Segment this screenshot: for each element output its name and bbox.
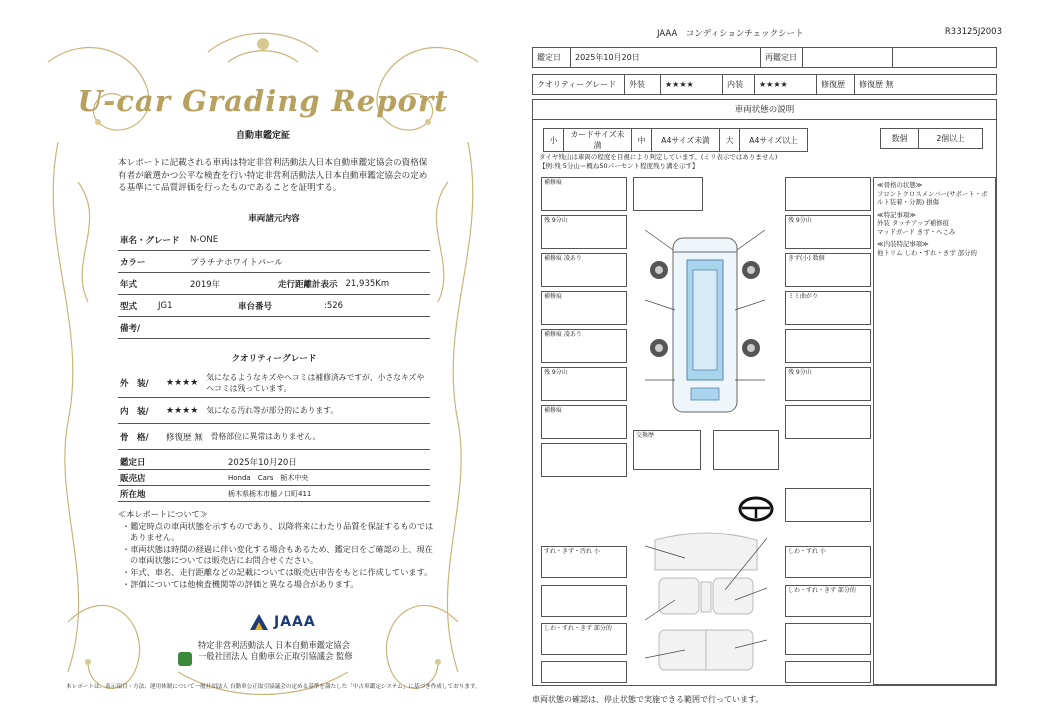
car-interior-diagram [645, 530, 767, 682]
accessory-body: 他トリム しわ・すれ・きず 部分的 [877, 248, 977, 257]
count-label: 数個 [881, 129, 919, 149]
spec-label: 年式 [120, 279, 138, 290]
damage-box-rear [713, 430, 779, 470]
dealer-value: 2025年10月20日 [228, 457, 297, 468]
interior-label: 内装 [723, 75, 755, 95]
reinspect-value [803, 48, 893, 68]
spec-row-remarks [118, 317, 430, 339]
accessory-head: ≪内装特記事項≫ [877, 240, 929, 248]
report-intro: 本レポートに記載される車両は特定非営利活動法人日本自動車鑑定協会の資格保有者が厳選かつ公平な検査を行い特定非営利活動法人日本自動車鑑定協会の定める基準にて品質評価を行ったものであることを証明する。 [118, 158, 428, 193]
size-mid-desc: A4サイズ未満 [652, 129, 720, 152]
dealer-table [118, 454, 430, 502]
condition-check-sheet [527, 22, 1002, 714]
damage-box-right: きず(小) 数個 [785, 253, 871, 287]
damage-box-right [785, 329, 871, 363]
size-large-desc: A4サイズ以上 [740, 129, 808, 152]
sheet-number: R33125J2003 [944, 27, 1002, 37]
fair-trade-icon [178, 652, 192, 666]
spec-label: 車台番号 [238, 301, 273, 312]
specs-table [118, 229, 430, 339]
quality-row-frame [118, 424, 430, 450]
damage-box-left: 残 9分山 [541, 367, 627, 401]
damage-box-left [633, 177, 703, 211]
quality-label: 内 装/ [120, 406, 149, 417]
interior-box [541, 585, 627, 617]
spec-label: 備考/ [120, 323, 141, 334]
dealer-row-date [118, 454, 430, 470]
notes-heading: ≪本レポートについて≫ [118, 509, 208, 519]
spec-label: カラー [120, 257, 146, 268]
dealer-row-address [118, 486, 430, 502]
spec-value: JG1 [158, 300, 173, 311]
quality-row-interior [118, 398, 430, 424]
date-value: 2025年10月20日 [571, 48, 761, 68]
damage-size-legend [543, 128, 808, 152]
grade-label: クオリティーグレード [533, 75, 625, 95]
dealer-label: 所在地 [120, 489, 146, 500]
exterior-label: 外装 [625, 75, 661, 95]
grade-table [532, 74, 997, 95]
dealer-row-shop [118, 470, 430, 486]
spec-label: 型式 [120, 301, 138, 312]
report-notes [118, 509, 438, 590]
remarks-box [873, 177, 996, 685]
sheet-footer: 車両状態の確認は、停止状態で実施できる範囲で行っています。 [532, 695, 764, 704]
spec-value: :526 [324, 300, 344, 311]
sheet-title: JAAA コンディションチェックシート [657, 29, 804, 39]
date-table [532, 47, 997, 68]
quality-note: 骨格部位に異常はありません。 [210, 432, 321, 441]
repair-label: 修復歴 [817, 75, 855, 95]
spec-row-name [118, 229, 430, 251]
size-small-desc: カードサイズ未満 [564, 129, 632, 152]
date-label: 鑑定日 [533, 48, 571, 68]
spec-value: プラチナホワイトパール [190, 257, 283, 268]
vehicle-condition-panel [532, 99, 997, 686]
specs-heading: 車両諸元内容 [248, 214, 300, 224]
section-title: 車両状態の説明 [533, 100, 996, 120]
quality-table [118, 368, 430, 450]
interior-box: しわ・すれ・きず 部分的 [785, 585, 871, 617]
damage-box-left: 補修痕 [541, 291, 627, 325]
interior-box: しわ・すれ 小 [785, 546, 871, 578]
exterior-stars: ★★★★ [166, 377, 199, 388]
jaaa-mark-icon [248, 612, 270, 632]
size-large: 大 [720, 129, 740, 152]
quality-label: 骨 格/ [120, 432, 149, 443]
damage-box-right: 残 9分山 [785, 215, 871, 249]
note-item: ・鑑定時点の車両状態を示すものであり、以降将来にわたり品質を保証するものではありません。 [122, 520, 434, 543]
reinspect-extra [893, 48, 997, 68]
damage-box-left: 補修痕 凌あり [541, 253, 627, 287]
interior-stars: ★★★★ [755, 75, 817, 95]
damage-box-left: 残 9分山 [541, 215, 627, 249]
damage-box-right: 残 9分山 [785, 367, 871, 401]
interior-stars: ★★★★ [166, 405, 199, 416]
dealer-value: Honda Cars 栃木中央 [228, 473, 309, 482]
damage-box-left: 交換歴 [633, 430, 701, 470]
interior-box: しわ・すれ・きず 部分的 [541, 623, 627, 655]
report-subtitle: 自動車鑑定証 [235, 131, 290, 141]
note-item: ・車両状態は時間の経過に伴い変化する場合もあるため、鑑定日をご確認の上、現在の車両状態については販売店にお問合せください。 [122, 543, 433, 566]
frame-head: ≪骨格の状態≫ [877, 181, 923, 189]
special-head: ≪特記事項≫ [877, 210, 916, 219]
damage-box-left: 補修痕 凌あり [541, 329, 627, 363]
quality-row-exterior [118, 368, 430, 398]
jaaa-logo-text: JAAA [274, 614, 316, 630]
spec-label: 車名・グレード [120, 235, 180, 246]
reinspect-label: 再鑑定日 [761, 48, 803, 68]
damage-box-right [785, 405, 871, 439]
interior-box [785, 623, 871, 655]
tire-note-line: タイヤ残山は車両の程度を目視により判定しています。(ミリ表示ではありません) [539, 153, 778, 161]
damage-count-legend [880, 128, 983, 149]
spec-row-year [118, 273, 430, 295]
report-title: U-car Grading Report [77, 84, 449, 118]
quality-note: 気になるようなキズやヘコミは補修済みですが、小さなキズやヘコミは残っています。 [206, 372, 425, 393]
notes-list [118, 521, 438, 591]
spec-value: 21,935Km [345, 278, 390, 289]
note-item: ・年式、車名、走行距離などの記載については販売店申告をもとに作成しています。 [122, 566, 433, 577]
issuer-line: 一般社団法人 自動車公正取引協議会 監修 [198, 651, 353, 661]
report-footnote: 本レポートは、表示項目・方法、運用体制について一般社団法人 自動車公正取引協議会の定める基準を満たした「中古車鑑定システム」に基づき作成しております。 [66, 684, 481, 690]
spec-value: N-ONE [190, 234, 219, 245]
spec-label: 走行距離計表示 [278, 279, 338, 290]
dealer-label: 鑑定日 [120, 457, 146, 468]
note-item: ・評価については他検査機関等の評価と異なる場合があります。 [122, 578, 359, 589]
exterior-stars: ★★★★ [661, 75, 723, 95]
interior-box [541, 661, 627, 683]
size-mid: 中 [632, 129, 652, 152]
damage-box-left: 補修痕 [541, 405, 627, 439]
issuer-line: 特定非営利活動法人 日本自動車鑑定協会 [198, 640, 350, 650]
tire-note-line: 【例:残 5分山＝概ね50パーセント程度残り溝を示す】 [539, 162, 699, 170]
dealer-label: 販売店 [120, 473, 146, 484]
damage-box-right: ミミ曲がり [785, 291, 871, 325]
interior-box [785, 661, 871, 683]
quality-note: 気になる汚れ等が部分的にあります。 [206, 406, 339, 415]
quality-label: 外 装/ [120, 378, 149, 389]
damage-box-right [785, 488, 871, 522]
repair-value: 修復歴 無 [855, 75, 997, 95]
issuer-block [178, 640, 418, 662]
steering-wheel-icon [738, 496, 774, 522]
tire-note [539, 153, 777, 171]
damage-box-right [785, 177, 871, 211]
damage-box-left [541, 443, 627, 477]
special-body: 外装 タッチアップ補修痕 マッドガード きず・へこみ [877, 219, 956, 236]
damage-box-left: 補修痕 [541, 177, 627, 211]
jaaa-logo [248, 612, 316, 632]
count-desc: 2個以上 [919, 129, 983, 149]
quality-heading: クオリティーグレード [231, 354, 317, 364]
frame-value: 修復歴 無 [166, 432, 203, 443]
spec-row-color [118, 251, 430, 273]
grading-certificate [28, 22, 498, 714]
dealer-value: 栃木県栃木市樋ノ口町411 [228, 489, 312, 498]
car-frame-diagram [645, 230, 765, 420]
size-small: 小 [544, 129, 564, 152]
spec-row-model [118, 295, 430, 317]
spec-value: 2019年 [190, 279, 221, 290]
interior-box: すれ・きず・汚れ 小 [541, 546, 627, 578]
frame-body: フロントクロスメンバー(サポート・ボルト装着・分割) 損傷 [877, 189, 988, 206]
